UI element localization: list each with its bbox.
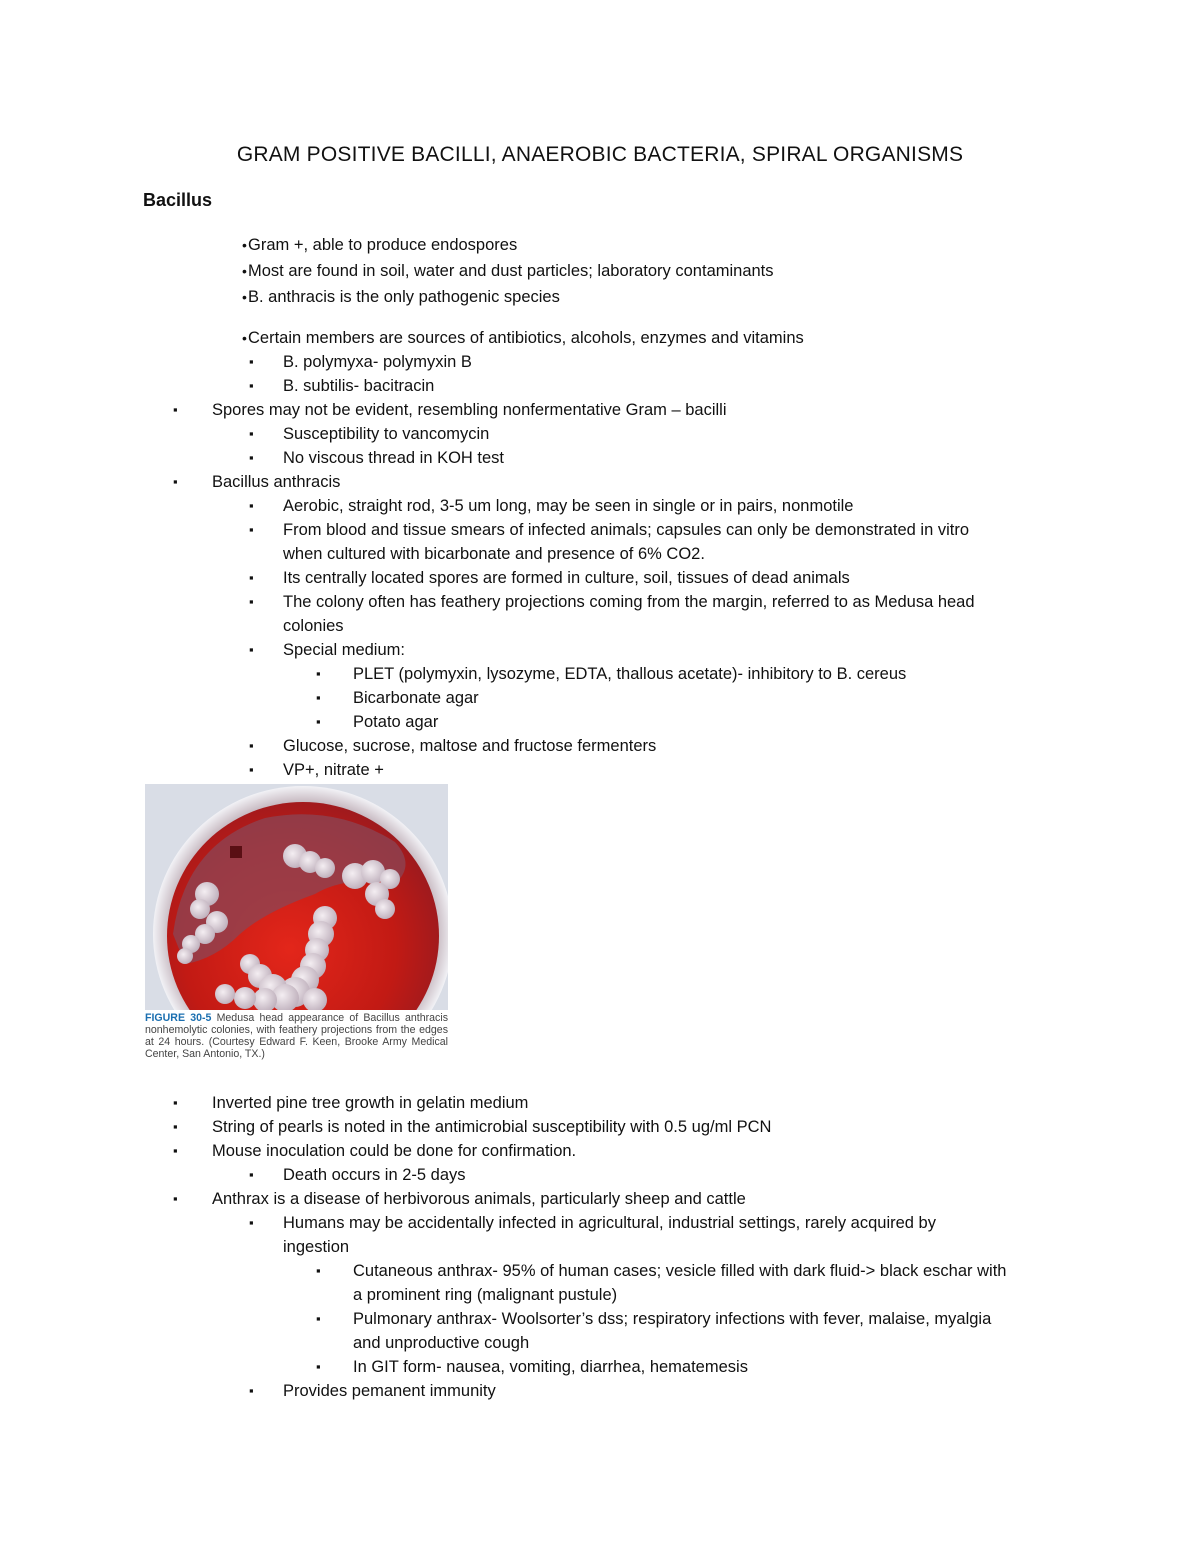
list-item: [0, 1163, 1200, 1187]
bullet-marker: ▪: [173, 1143, 178, 1158]
list-item-text: Gram +, able to produce endospores: [248, 236, 518, 254]
list-item: [0, 1331, 1200, 1355]
list-item: [0, 350, 1200, 374]
list-item-text: B. polymyxa- polymyxin B: [283, 353, 472, 371]
list-item: [0, 1379, 1200, 1403]
list-item-text: Spores may not be evident, resembling nonfermentative Gram – bacilli: [212, 401, 727, 419]
section-heading: Bacillus: [143, 190, 213, 210]
list-item: [0, 518, 1200, 542]
figure-label: FIGURE 30-5: [145, 1012, 212, 1024]
list-item: [0, 398, 1200, 422]
figure-caption: [145, 1012, 448, 1060]
list-item-text: The colony often has feathery projections coming from the margin, referred to as Medusa head: [283, 593, 975, 611]
list-item-text: Cutaneous anthrax- 95% of human cases; vesicle filled with dark fluid-> black eschar with: [353, 1262, 1007, 1280]
list-item: [0, 662, 1200, 686]
list-item-text: and unproductive cough: [353, 1334, 530, 1352]
list-item-text: Anthrax is a disease of herbivorous animals, particularly sheep and cattle: [212, 1190, 746, 1208]
list-item: [0, 1307, 1200, 1331]
list-item-text: B. subtilis- bacitracin: [283, 377, 435, 395]
bullet-marker: ▪: [249, 498, 254, 513]
bullet-marker: ▪: [249, 522, 254, 537]
list-item-text: a prominent ring (malignant pustule): [353, 1286, 618, 1304]
list-item-text: Bicarbonate agar: [353, 689, 479, 707]
list-item-text: From blood and tissue smears of infected animals; capsules can only be demonstrated in vitro: [283, 521, 970, 539]
list-item: [0, 758, 1200, 782]
list-item: [0, 710, 1200, 734]
list-item-text: Special medium:: [283, 641, 405, 659]
list-item-text: Mouse inoculation could be done for confirmation.: [212, 1142, 577, 1160]
list-item: [0, 566, 1200, 590]
list-item: [0, 326, 1200, 350]
figure-image: [145, 784, 448, 1010]
list-item: [0, 734, 1200, 758]
list-item: [0, 1355, 1200, 1379]
list-item: [0, 446, 1200, 470]
bullet-marker: •: [242, 330, 247, 346]
bullet-marker: ▪: [316, 666, 321, 681]
list-item-text: No viscous thread in KOH test: [283, 449, 505, 467]
bullet-marker: •: [242, 263, 247, 279]
list-item-text: B. anthracis is the only pathogenic species: [248, 288, 560, 306]
bullet-marker: •: [242, 237, 247, 253]
bullet-marker: ▪: [249, 570, 254, 585]
bullet-marker: ▪: [249, 1383, 254, 1398]
list-item-text: Bacillus anthracis: [212, 473, 341, 491]
bullet-marker: ▪: [249, 1167, 254, 1182]
list-item-text: In GIT form- nausea, vomiting, diarrhea, hematemesis: [353, 1358, 748, 1376]
list-item-text: ingestion: [283, 1238, 350, 1256]
list-item: [0, 259, 1200, 283]
list-item: [0, 285, 1200, 309]
list-item: [0, 1259, 1200, 1283]
list-item-text: Certain members are sources of antibiotics, alcohols, enzymes and vitamins: [248, 329, 804, 347]
bullet-marker: ▪: [249, 762, 254, 777]
bullet-marker: ▪: [316, 1263, 321, 1278]
list-item: [0, 494, 1200, 518]
bullet-marker: ▪: [316, 1359, 321, 1374]
list-item: [0, 1283, 1200, 1307]
list-item-text: Its centrally located spores are formed in culture, soil, tissues of dead animals: [283, 569, 850, 587]
list-item: [0, 638, 1200, 662]
bullet-marker: •: [242, 289, 247, 305]
figure-caption-text: Medusa head appearance of Bacillus anthracis nonhemolytic colonies, with feathery projections from the edges at 24 hours. (Courtesy Edward F. Keen, Brooke Army Medical Center, San Antonio, TX.): [145, 1012, 448, 1060]
list-item: [0, 1091, 1200, 1115]
list-item-text: Glucose, sucrose, maltose and fructose fermenters: [283, 737, 657, 755]
list-item-text: colonies: [283, 617, 344, 635]
list-item-text: Inverted pine tree growth in gelatin medium: [212, 1094, 529, 1112]
list-item: [0, 614, 1200, 638]
list-item-text: String of pearls is noted in the antimicrobial susceptibility with 0.5 ug/ml PCN: [212, 1118, 772, 1136]
bullet-marker: ▪: [173, 1119, 178, 1134]
bullet-marker: ▪: [249, 1215, 254, 1230]
list-item-text: VP+, nitrate +: [283, 761, 384, 779]
list-item-text: Pulmonary anthrax- Woolsorter’s dss; respiratory infections with fever, malaise, myalgia: [353, 1310, 992, 1328]
list-item-text: Susceptibility to vancomycin: [283, 425, 490, 443]
bullet-marker: ▪: [249, 738, 254, 753]
bullet-marker: ▪: [173, 1095, 178, 1110]
list-item: [0, 542, 1200, 566]
list-item: [0, 1115, 1200, 1139]
list-item: [0, 1211, 1200, 1235]
list-item-text: Most are found in soil, water and dust particles; laboratory contaminants: [248, 262, 774, 280]
bullet-marker: ▪: [249, 450, 254, 465]
list-item: [0, 374, 1200, 398]
list-item: [0, 422, 1200, 446]
bullet-marker: ▪: [173, 474, 178, 489]
list-item: [0, 1139, 1200, 1163]
list-item-text: Provides pemanent immunity: [283, 1382, 496, 1400]
bullet-marker: ▪: [249, 642, 254, 657]
page-title: GRAM POSITIVE BACILLI, ANAEROBIC BACTERIA, SPIRAL ORGANISMS: [236, 143, 964, 166]
list-item: [0, 590, 1200, 614]
list-item: [0, 470, 1200, 494]
bullet-marker: ▪: [249, 354, 254, 369]
list-item: [0, 1187, 1200, 1211]
bullet-marker: ▪: [249, 594, 254, 609]
bullet-marker: ▪: [173, 402, 178, 417]
blood-agar-plate-photo-icon: [145, 784, 448, 1010]
bullet-marker: ▪: [173, 1191, 178, 1206]
list-item: [0, 1235, 1200, 1259]
list-item-text: Humans may be accidentally infected in agricultural, industrial settings, rarely acquired by: [283, 1214, 936, 1232]
bullet-marker: ▪: [316, 690, 321, 705]
list-item-text: PLET (polymyxin, lysozyme, EDTA, thallous acetate)- inhibitory to B. cereus: [353, 665, 907, 683]
list-item-text: when cultured with bicarbonate and presence of 6% CO2.: [283, 545, 705, 563]
list-item-text: Potato agar: [353, 713, 439, 731]
list-item-text: Death occurs in 2-5 days: [283, 1166, 466, 1184]
bullet-marker: ▪: [249, 378, 254, 393]
bullet-marker: ▪: [316, 1311, 321, 1326]
list-item: [0, 233, 1200, 257]
list-item: [0, 686, 1200, 710]
bullet-marker: ▪: [249, 426, 254, 441]
list-item-text: Aerobic, straight rod, 3-5 um long, may be seen in single or in pairs, nonmotile: [283, 497, 854, 515]
bullet-marker: ▪: [316, 714, 321, 729]
